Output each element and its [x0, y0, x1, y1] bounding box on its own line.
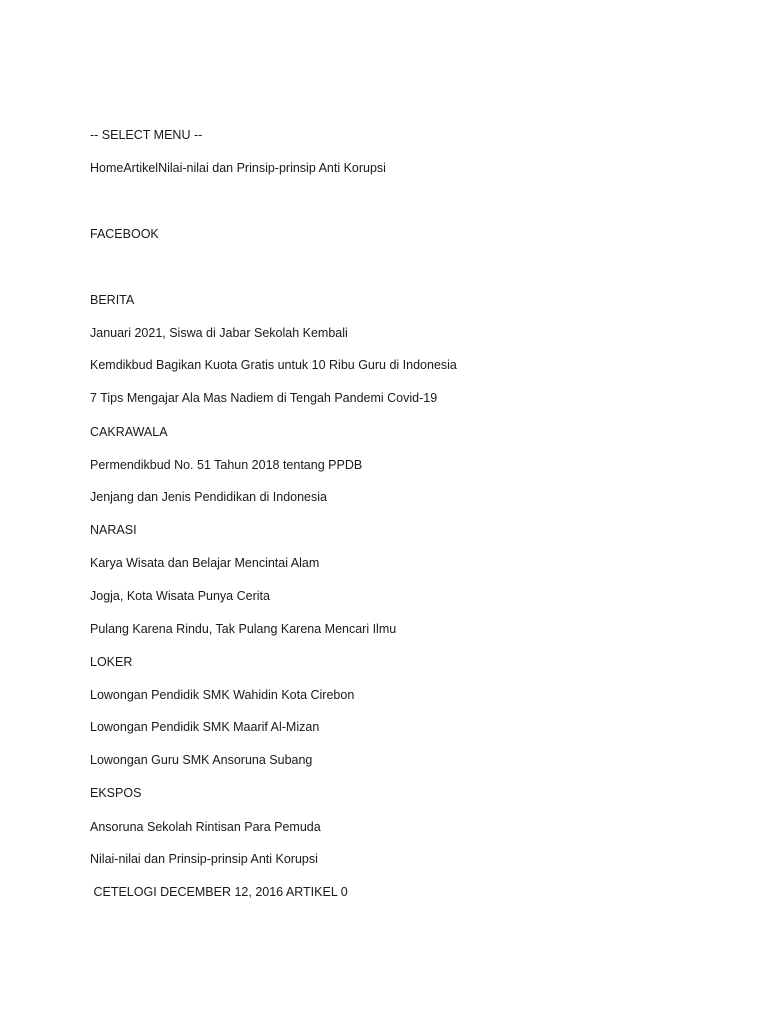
post-meta: CETELOGI DECEMBER 12, 2016 ARTIKEL 0: [90, 885, 348, 899]
breadcrumb: [90, 160, 386, 176]
narasi-item[interactable]: Pulang Karena Rindu, Tak Pulang Karena Mencari Ilmu: [90, 622, 397, 636]
loker-item[interactable]: Lowongan Pendidik SMK Maarif Al-Mizan: [90, 720, 320, 734]
berita-heading: BERITA: [90, 293, 135, 307]
narasi-heading: NARASI: [90, 523, 137, 537]
select-menu[interactable]: -- SELECT MENU --: [90, 128, 203, 142]
ekspos-item[interactable]: Nilai-nilai dan Prinsip-prinsip Anti Korupsi: [90, 852, 318, 866]
loker-item[interactable]: Lowongan Pendidik SMK Wahidin Kota Cirebon: [90, 688, 355, 702]
ekspos-heading: EKSPOS: [90, 786, 142, 800]
breadcrumb-artikel[interactable]: Artikel: [123, 161, 159, 175]
narasi-item[interactable]: Jogja, Kota Wisata Punya Cerita: [90, 589, 270, 603]
cakrawala-heading: CAKRAWALA: [90, 425, 168, 439]
cakrawala-item[interactable]: Jenjang dan Jenis Pendidikan di Indonesia: [90, 490, 327, 504]
berita-item[interactable]: Kemdikbud Bagikan Kuota Gratis untuk 10 Ribu Guru di Indonesia: [90, 358, 457, 372]
breadcrumb-home[interactable]: Home: [90, 161, 124, 175]
berita-item[interactable]: Januari 2021, Siswa di Jabar Sekolah Kembali: [90, 326, 348, 340]
cakrawala-item[interactable]: Permendikbud No. 51 Tahun 2018 tentang PPDB: [90, 458, 363, 472]
facebook-heading: FACEBOOK: [90, 227, 159, 241]
narasi-item[interactable]: Karya Wisata dan Belajar Mencintai Alam: [90, 556, 320, 570]
loker-item[interactable]: Lowongan Guru SMK Ansoruna Subang: [90, 753, 313, 767]
berita-item[interactable]: 7 Tips Mengajar Ala Mas Nadiem di Tengah Pandemi Covid-19: [90, 391, 438, 405]
loker-heading: LOKER: [90, 655, 133, 669]
breadcrumb-current: Nilai-nilai dan Prinsip-prinsip Anti Korupsi: [158, 161, 386, 175]
ekspos-item[interactable]: Ansoruna Sekolah Rintisan Para Pemuda: [90, 820, 321, 834]
